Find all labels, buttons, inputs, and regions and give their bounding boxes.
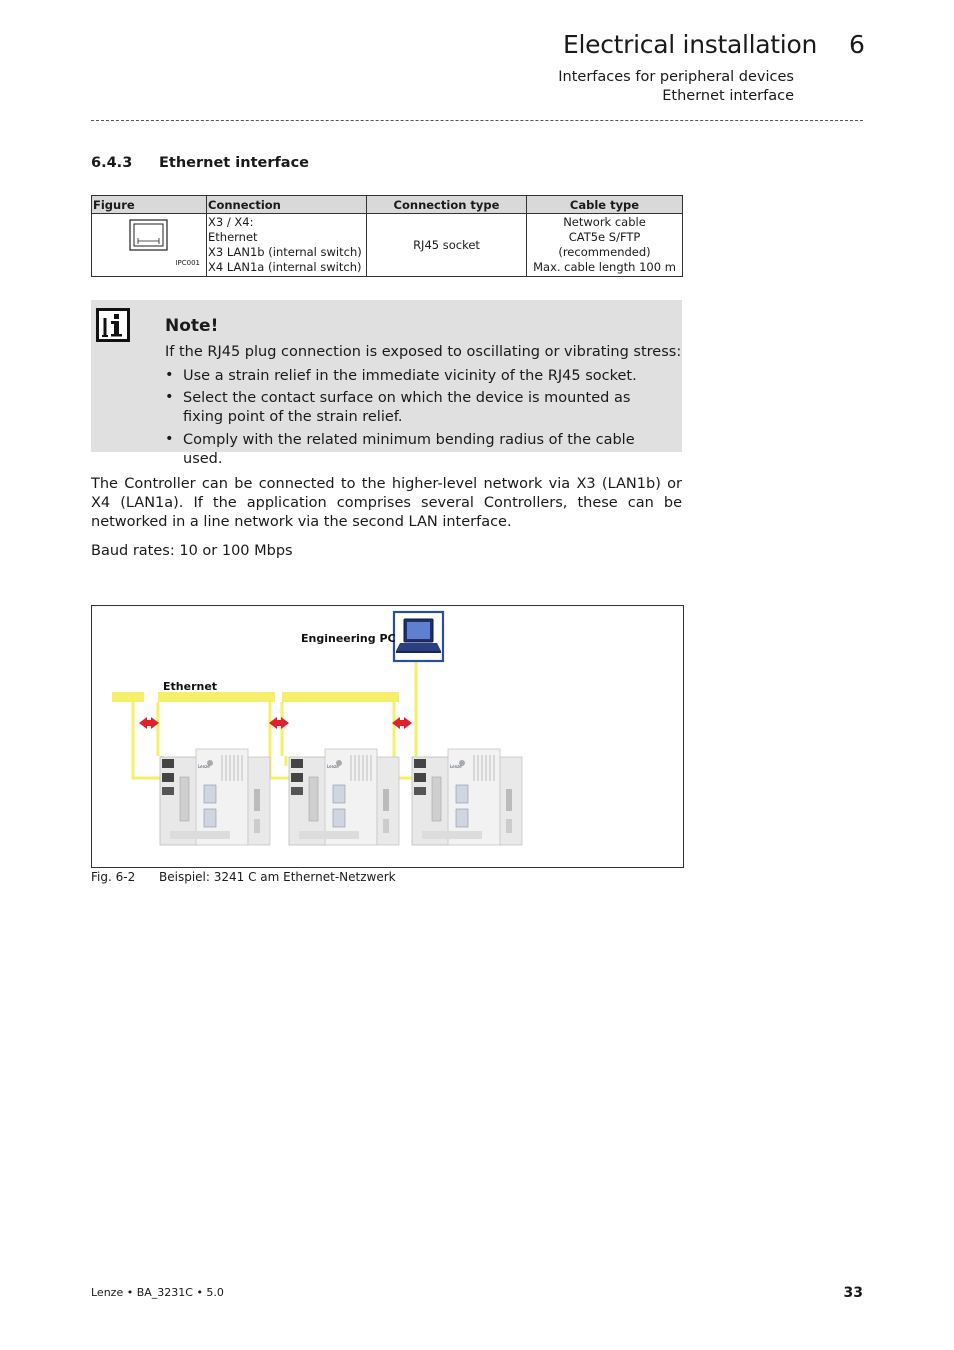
note-bullet: Select the contact surface on which the device is mounted as fixing point of the strain relief.	[183, 390, 631, 425]
table-header-connection: Connection	[207, 196, 367, 214]
figure-number: Fig. 6-2	[91, 870, 136, 884]
rj45-socket-icon	[129, 219, 169, 253]
table-cell-cable-type	[527, 214, 683, 277]
header-divider	[91, 120, 863, 121]
bullet-marker: •	[165, 431, 174, 447]
note-title: Note!	[165, 316, 219, 336]
note-intro: If the RJ45 plug connection is exposed to oscillating or vibrating stress:	[165, 344, 682, 360]
note-bullet: Comply with the related minimum bending radius of the cable used.	[183, 432, 635, 467]
chapter-title: Electrical installation	[563, 30, 817, 59]
figure-caption: Beispiel: 3241 C am Ethernet-Netzwerk	[159, 870, 396, 884]
table-cell-connection	[207, 214, 367, 277]
table-header-cable-type: Cable type	[527, 196, 683, 214]
ethernet-bus-segment	[158, 692, 275, 702]
breadcrumb-subsection: Ethernet interface	[662, 88, 794, 104]
page-number: 33	[843, 1285, 863, 1301]
ethernet-bus-segment	[112, 692, 144, 702]
info-icon	[96, 308, 130, 342]
section-title: Ethernet interface	[159, 155, 310, 171]
table-header-connection-type: Connection type	[367, 196, 527, 214]
cable-line: (recommended)	[558, 245, 651, 259]
connection-table	[91, 195, 683, 277]
breadcrumb-section: Interfaces for peripheral devices	[558, 69, 794, 85]
cable-line: Network cable	[563, 215, 646, 229]
table-cell-connection-type: RJ45 socket	[367, 214, 527, 277]
table-header-figure: Figure	[92, 196, 207, 214]
device-brand-label: Lenze	[198, 764, 210, 769]
controller-device-3	[412, 749, 522, 845]
connection-line: X3 LAN1b (internal switch)	[208, 245, 362, 259]
bullet-marker: •	[165, 389, 174, 405]
network-figure	[91, 605, 684, 868]
engineering-pc-label: Engineering PC	[301, 632, 396, 645]
footer-document-id: Lenze • BA_3231C • 5.0	[91, 1286, 224, 1299]
device-brand-label: Lenze	[327, 764, 339, 769]
double-arrow-icon	[269, 717, 289, 729]
cable-line: CAT5e S/FTP	[568, 230, 641, 244]
double-arrow-icon	[139, 717, 159, 729]
bullet-marker: •	[165, 367, 174, 383]
section-number: 6.4.3	[91, 155, 133, 171]
connection-line: X3 / X4:	[208, 215, 254, 229]
body-paragraph: The Controller can be connected to the higher-level network via X3 (LAN1b) or X4 (LAN1a). If the application comprises several Controllers, these can be networked in a line network via the second LAN interface.	[91, 476, 682, 530]
network-diagram	[92, 606, 683, 867]
controller-device-1	[160, 749, 270, 845]
cable-line: Max. cable length 100 m	[533, 260, 676, 274]
ethernet-label: Ethernet	[163, 680, 218, 693]
ethernet-bus-segment	[282, 692, 399, 702]
table-row	[92, 214, 683, 277]
figure-label: IPC001	[175, 259, 200, 267]
controller-device-2	[289, 749, 399, 845]
chapter-number: 6	[849, 30, 865, 59]
table-header-row	[92, 196, 683, 214]
connection-line: Ethernet	[208, 230, 258, 244]
baud-rates: Baud rates: 10 or 100 Mbps	[91, 543, 293, 559]
device-brand-label: Lenze	[450, 764, 462, 769]
note-bullet: Use a strain relief in the immediate vicinity of the RJ45 socket.	[183, 368, 637, 384]
connection-line: X4 LAN1a (internal switch)	[208, 260, 362, 274]
table-cell-figure	[92, 214, 207, 277]
